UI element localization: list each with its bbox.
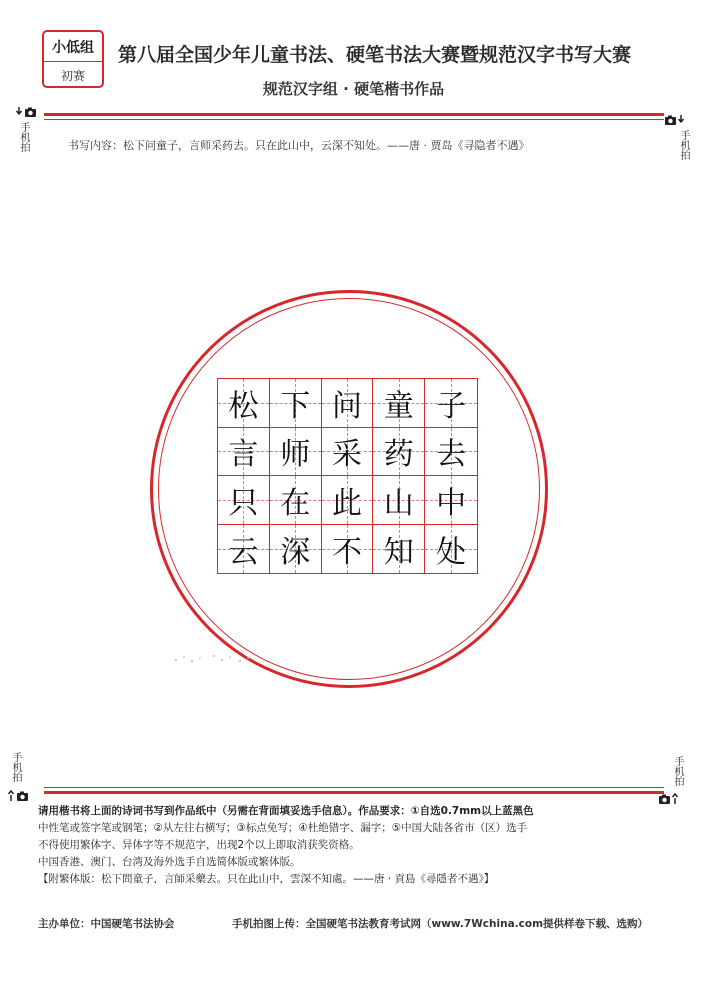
grid-cell [425,476,477,525]
grid-cell [270,428,322,477]
grid-cell [218,476,270,525]
requirements-block [38,803,668,888]
grid-cell [218,525,270,574]
grid-char: 去 [436,437,467,473]
grid-char: 山 [383,485,414,521]
bottom-rule-thin [44,787,664,788]
camera-hint-top-left [16,106,38,122]
camera-hint-text-bottom-left [8,752,22,786]
top-rule-thin [44,119,664,120]
grid-cell [218,428,270,477]
grid-char: 药 [383,437,414,473]
requirements-line: 不得使用繁体字、异体字等不规范字，出现2个以上即取消获奖资格。 [38,839,360,851]
grid-char: 童 [383,388,414,424]
requirements-line: 请用楷书将上面的诗词书写到作品纸中（另需在背面填妥选手信息）。作品要求：①自选0.7mm以上蓝黑色 [38,805,534,817]
grid-cell [322,525,374,574]
scan-smudge [170,648,260,668]
requirements-line: 中国香港、澳门、台湾及海外选手自选简体版或繁体版。 [38,856,301,868]
grid-char: 不 [331,534,362,570]
camera-icon [664,114,686,126]
grid-cell [373,379,425,428]
grid-char: 在 [280,485,311,521]
grid-cell [425,379,477,428]
camera-icon [16,106,38,118]
grid-char: 言 [228,437,259,473]
camera-hint-text-bottom-right [670,756,684,790]
grid-char: 问 [331,388,362,424]
grid-char: 子 [436,388,467,424]
writing-content-line: 书写内容：松下问童子，言师采药去。只在此山中，云深不知处。——唐 · 贾岛《寻隐者不遇》 [68,139,530,152]
grid-char: 采 [331,437,362,473]
grid-char: 此 [331,485,362,521]
requirements-line: 【附繁体版：松下問童子，言師采藥去。只在此山中，雲深不知處。——唐 · 貢島《尋隱者不遇》】 [38,873,495,885]
calligraphy-grid [217,378,478,574]
grid-cell [322,379,374,428]
grid-cell [373,428,425,477]
grid-char: 中 [436,485,467,521]
grid-cell [425,525,477,574]
requirements-line: 中性笔或签字笔或钢笔；②从左往右横写；③标点免写；④杜绝错字、漏字；⑤中国大陆各省市（区）选手 [38,822,528,834]
camera-hint-label: 手机拍 [10,752,21,782]
grid-char: 师 [280,437,311,473]
camera-hint-text-top-right [676,130,690,164]
page-title: 第八届全国少年儿童书法、硬笔书法大赛暨规范汉字书写大赛 [118,44,632,66]
grid-cell [270,525,322,574]
grid-cell [373,476,425,525]
camera-hint-label: 手机拍 [672,756,683,786]
badge-group-label: 小低组 [44,32,102,62]
grid-char: 下 [280,388,311,424]
organizer-text: 主办单位：中国硬笔书法协会 [38,918,175,930]
page-subtitle: 规范汉字组 · 硬笔楷书作品 [262,80,445,98]
grid-cell [322,476,374,525]
grid-cell [270,476,322,525]
grid-char: 知 [383,534,414,570]
grid-char: 深 [280,534,311,570]
upload-info-text: 手机拍图上传：全国硬笔书法教育考试网（www.7Wchina.com提供样卷下载、选购） [232,918,649,930]
camera-icon [8,790,30,802]
top-rule-thick [44,113,664,116]
camera-hint-bottom-left [8,790,30,806]
grid-char: 松 [228,388,259,424]
camera-hint-label: 手机拍 [678,130,689,160]
grid-char: 处 [436,534,467,570]
camera-hint-label: 手机拍 [18,122,29,152]
grid-cell [425,428,477,477]
grid-cell [270,379,322,428]
grid-char: 只 [228,485,259,521]
grid-cell [373,525,425,574]
bottom-rule-thick [44,791,664,794]
camera-hint-text-top-left [16,122,30,156]
grid-cell [218,379,270,428]
camera-hint-top-right [664,114,686,130]
grid-char: 云 [228,534,259,570]
badge-stage-label: 初赛 [60,68,85,83]
grid-cell [322,428,374,477]
